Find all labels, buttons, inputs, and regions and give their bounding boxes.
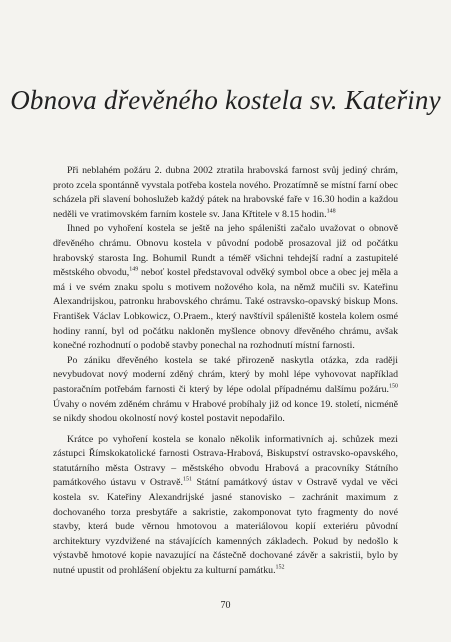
- footnote-ref: 148: [326, 208, 336, 215]
- paragraph-text: Krátce po vyhoření kostela se konalo několik informativních aj. schůzek mezi zástupci Římskokatolické farnosti Ostrava-Hrabová, Biskupství ostravsko-opavského, statutárního města Ostravy – městského obvodu Hrabová a pracovníky Státního památkového ústavu v Ostravě.: [53, 433, 398, 489]
- chapter-title: Obnova dřevěného kostela sv. Kateřiny: [10, 85, 441, 115]
- footnote-ref: 149: [129, 266, 139, 273]
- paragraph-text-cont: Úvahy o novém zděném chrámu v Hrabové probíhaly již od konce 19. století, nicméně se nikdy shodou okolností nový kostel postavit nepodařilo.: [53, 398, 398, 425]
- footnote-ref: 152: [275, 564, 285, 571]
- paragraph-3: [53, 354, 398, 427]
- paragraph-4: [53, 433, 398, 579]
- page-number: 70: [220, 600, 231, 611]
- paragraph-text: Ihned po vyhoření kostela se ještě na jeho spáleništi začalo uvažovat o obnově dřevěného chrámu. Obnovu kostela v původní podobě prosazoval již od počátku hrabovský starosta Ing. Bohumil Rundt a téměř všichni tehdejší radní a zastupitelé městského obvodu,: [53, 223, 398, 279]
- footnote-ref: 150: [389, 383, 398, 390]
- paragraph-text: Při neblahém požáru 2. dubna 2002 ztratila hrabovská farnost svůj jediný chrám, proto zcela spontánně vyvstala potřeba kostela nového. Prozatímně se místní farní obec scházela při slavení bohoslužeb každý pátek na hrabovské faře v 16.30 hodin a každou neděli ve vratimovském farním kostele sv. Jana Křtitele v 8.15 hodin.: [53, 165, 398, 220]
- paragraph-text-cont: Státní památkový ústav v Ostravě vydal ve věci kostela sv. Kateřiny Alexandrijské jasné stanovisko – zachránit maximum z dochovaného torza presbytáře a sakristie, zakomponovat tyto fragmenty do nové stavby, která bude věrnou hmotovou a materiálovou kopií exteriéru původní architektury vyzdvižené na stávajících kamenných základech. Pokud by nedošlo k výstavbě hmotové kopie navazující na částečně dochované závěr a sakristii, bylo by nutné upustit od prohlášení objektu za kulturní památku.: [53, 477, 398, 577]
- paragraph-text-cont: neboť kostel představoval odvěký symbol obce a obec jej měla a má i ve svém znaku spolu s motivem nožového kola, na němž mučili sv. Kateřinu Alexandrijskou, patronku hrabovského chrámu. Také ostravsko-opavský biskup Mons. František Václav Lobkowicz, O.Praem., který navštívil spáleniště kostela kolem osmé hodiny ranní, byl od počátku nakloněn myšlence obnovy dřevěného chrámu, avšak konečné rozhodnutí o podobě stavby ponechal na rozhodnutí místní farnosti.: [53, 267, 399, 352]
- paragraph-text: Po zániku dřevěného kostela se také přirozeně naskytla otázka, zda raději nevybudovat nový moderní zděný chrám, který by mohl lépe vyhovovat například pastoračním potřebám farnosti či který by lépe odolal případnému dalšímu požáru.: [53, 354, 398, 395]
- paragraph-1: [53, 164, 398, 222]
- footnote-ref: 151: [183, 477, 193, 484]
- body-text: [53, 164, 398, 579]
- paragraph-2: [53, 222, 398, 353]
